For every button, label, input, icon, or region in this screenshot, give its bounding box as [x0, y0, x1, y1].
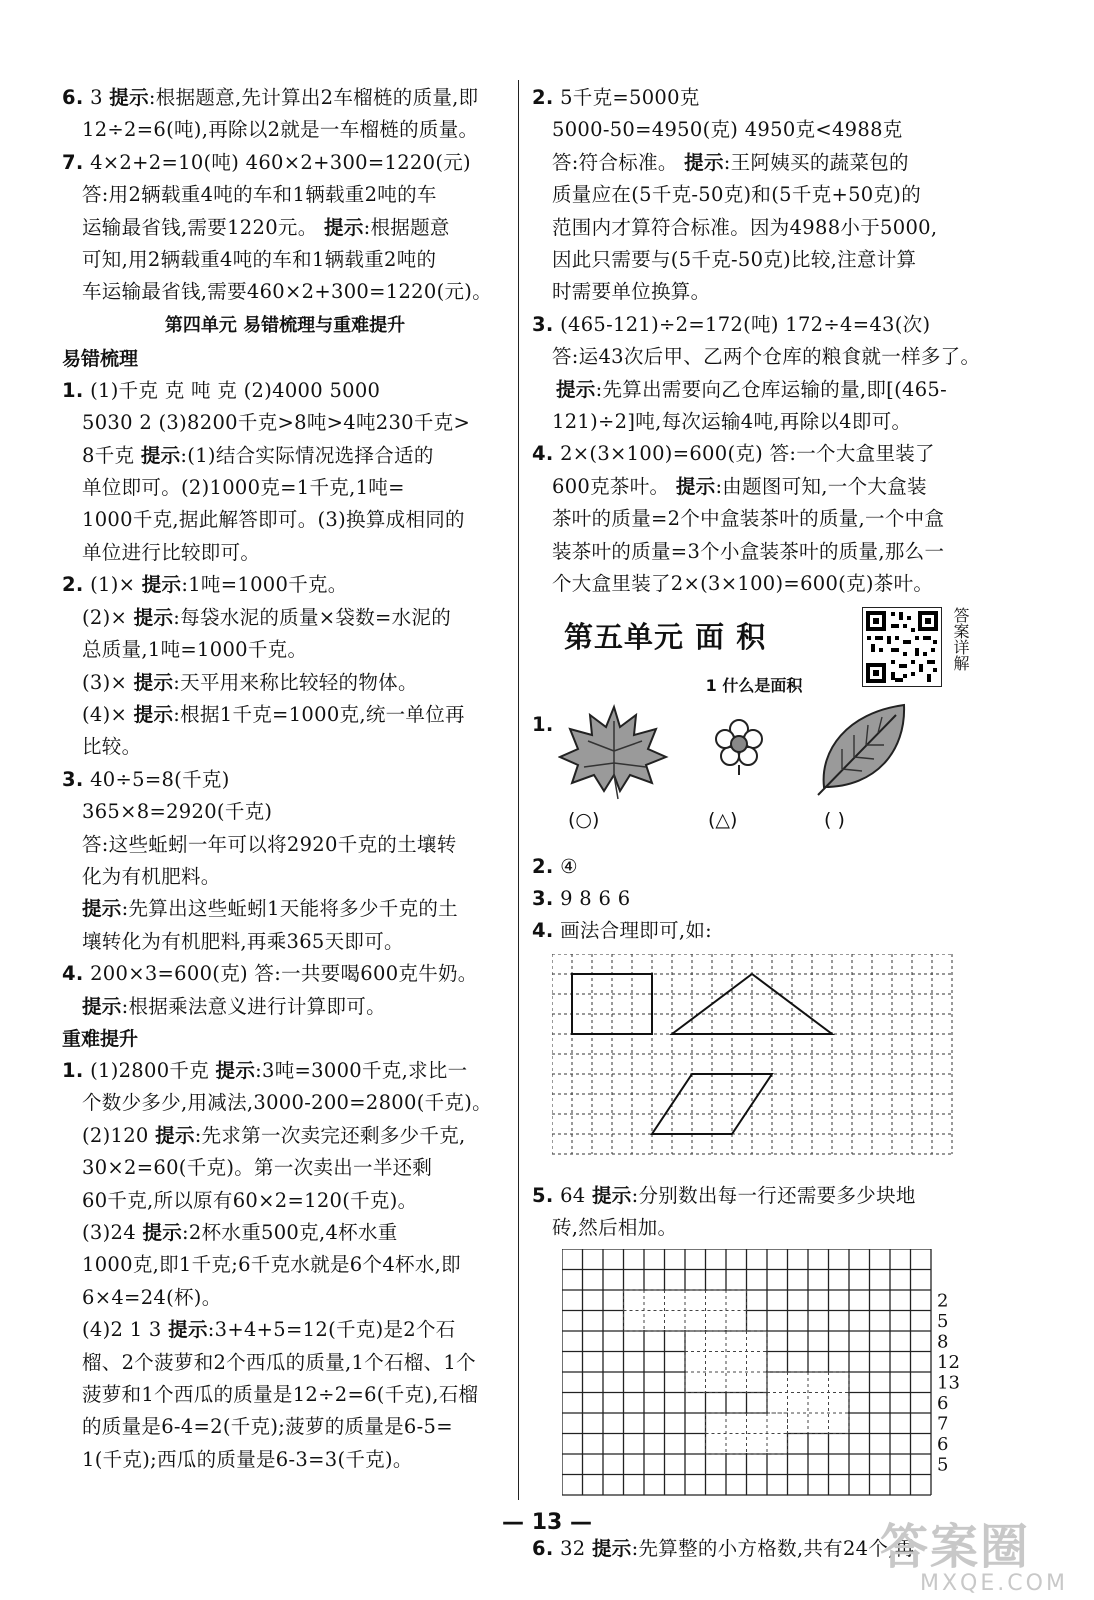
r-q2-line: 答:符合标准。 提示:王阿姨买的蔬菜包的 [552, 150, 909, 174]
a1-pictures [532, 701, 976, 851]
z1-more: 1(千克);西瓜的质量是6-3=3(千克)。 [82, 1447, 413, 1471]
heading-yicuo: 易错梳理 [62, 347, 139, 370]
z1-more: 榴、2个菠萝和2个西瓜的质量,1个石榴、1个 [82, 1350, 476, 1374]
y2-item: (3)× 提示:天平用来称比较轻的物体。 [82, 670, 418, 694]
section-title: 第四单元 易错梳理与重难提升 [164, 314, 406, 336]
z1-more: 30×2=60(千克)。第一次卖出一半还剩 [82, 1156, 433, 1180]
flower-icon [714, 719, 764, 775]
y2-line: 2. (1)× 提示:1吨=1000千克。 [62, 573, 348, 597]
r-q3-tip: 提示:先算出需要向乙仓库运输的量,即[(465- [556, 377, 948, 401]
r-q2-line: 2. 5千克=5000克 [532, 86, 700, 109]
z1-more: 个数少多少,用减法,3000-200=2800(千克)。 [82, 1091, 492, 1115]
z1-more: 1000克,即1千克;6千克水就是6个4杯水,即 [82, 1253, 461, 1277]
q7-tip-line: 车运输最省钱,需要460×2+300=1220(元)。 [82, 280, 493, 304]
a4-line: 4. 画法合理即可,如: [532, 919, 713, 943]
y3-line: 答:这些蚯蚓一年可以将2920千克的土壤转 [82, 832, 457, 856]
q6-line2: 12÷2=6(吨),再除以2就是一车榴梿的质量。 [82, 118, 479, 142]
answer-mark: (○) [568, 808, 600, 831]
r-q2-more: 质量应在(5千克-50克)和(5千克+50克)的 [552, 183, 921, 207]
z1-line: 1. (1)2800千克 提示:3吨=3000千克,求比一 [62, 1058, 468, 1082]
r-q4-more: 茶叶的质量=2个中盒装茶叶的质量,一个中盒 [552, 507, 945, 531]
answer-mark: ( ) [824, 808, 845, 831]
q7-line: 7. 4×2+2=10(吨) 460×2+300=1220(元) [62, 150, 471, 174]
r-q4-line: 4. 2×(3×100)=600(克) 答:一个大盒里装了 [532, 442, 935, 466]
r-q2-line: 5000-50=4950(克) 4950克<4988克 [552, 118, 903, 142]
right-column [532, 82, 981, 1565]
y3-line: 3. 40÷5=8(千克) [62, 767, 230, 791]
y1-tip-line: 1000千克,据此解答即可。(3)换算成相同的 [82, 508, 465, 532]
a5-more: 砖,然后相加。 [552, 1216, 678, 1240]
row-count-label: 7 [937, 1413, 949, 1435]
a1-num: 1. [532, 712, 554, 736]
r-q3-more: 121)÷2]吨,每次运输4吨,再除以4即可。 [552, 410, 912, 434]
y2-item-more: 比较。 [82, 735, 142, 759]
z1-more: 菠萝和1个西瓜的质量是12÷2=6(千克),石榴 [82, 1383, 479, 1407]
z1-more: 的质量是6-4=2(千克);菠萝的质量是6-5= [82, 1415, 453, 1439]
z1-item: (2)120 提示:先求第一次卖完还剩多少千克, [82, 1123, 466, 1147]
answer-mark: (△) [708, 808, 738, 831]
z1-more: 6×4=24(杯)。 [82, 1285, 222, 1309]
unit5-header [532, 607, 976, 671]
r-q3-line: 答:运43次后甲、乙两个仓库的粮食就一样多了。 [552, 345, 981, 369]
qr-caption: 答案详解 [951, 606, 970, 671]
z1-item: (4)2 1 3 提示:3+4+5=12(千克)是2个石 [82, 1318, 456, 1342]
row-count-label: 5 [937, 1310, 949, 1332]
y1-tip-line: 单位即可。(2)1000克=1千克,1吨= [82, 476, 405, 500]
left-column [62, 82, 508, 1476]
r-q2-more: 时需要单位换算。 [552, 280, 711, 304]
row-count-label: 5 [937, 1454, 949, 1476]
a3-line: 3. 9 8 6 6 [532, 886, 631, 910]
y1-line3: 8千克 提示:(1)结合实际情况选择合适的 [82, 443, 434, 467]
q7-line3: 运输最省钱,需要1220元。 提示:根据题意 [82, 215, 450, 239]
row-count-label: 13 [937, 1372, 960, 1394]
y2-item-more: 总质量,1吨=1000千克。 [82, 638, 308, 662]
tile-grid-figure [562, 1249, 982, 1529]
r-q4-line: 600克茶叶。 提示:由题图可知,一个大盒装 [552, 474, 927, 498]
grid-drawing [532, 948, 976, 1180]
subsection-title: 1 什么是面积 [705, 675, 803, 695]
row-count-label: 6 [937, 1433, 949, 1455]
a5-line: 5. 64 提示:分别数出每一行还需要多少块地 [532, 1183, 916, 1207]
q7-tip-line: 可知,用2辆载重4吨的车和1辆载重2吨的 [82, 248, 437, 272]
y2-item: (2)× 提示:每袋水泥的质量×袋数=水泥的 [82, 605, 452, 629]
row-count-label: 12 [937, 1351, 960, 1373]
watermark [880, 1508, 1068, 1596]
tile-grid [532, 1245, 976, 1533]
q6-line: 6. 3 提示:根据题意,先计算出2车榴梿的质量,即 [62, 86, 479, 109]
z1-more: 60千克,所以原有60×2=120(千克)。 [82, 1188, 418, 1212]
watermark-sub: MXQE.COM [920, 1571, 1068, 1596]
column-divider [518, 80, 519, 1500]
q7-answer: 答:用2辆载重4吨的车和1辆载重2吨的车 [82, 183, 437, 207]
dotted-grid-shapes [552, 954, 972, 1172]
y1-line: 1. (1)千克 克 吨 克 (2)4000 5000 [62, 378, 381, 402]
y4-tip: 提示:根据乘法意义进行计算即可。 [82, 994, 386, 1018]
a6-line: 6. 32 提示:先算整的小方格数,共有24个,再 [532, 1536, 915, 1560]
y3-line: 化为有机肥料。 [82, 864, 221, 888]
maple-leaf-icon [558, 701, 676, 801]
y2-item: (4)× 提示:根据1千克=1000克,统一单位再 [82, 702, 465, 726]
r-q2-more: 范围内才算符合标准。因为4988小于5000, [552, 215, 938, 239]
leaf-icon [816, 701, 914, 797]
qr-code-icon[interactable] [862, 607, 942, 687]
y3-line: 365×8=2920(千克) [82, 800, 273, 824]
heading-zhongnan: 重难提升 [62, 1027, 139, 1050]
row-count-label: 8 [937, 1331, 949, 1353]
row-count-label: 2 [937, 1290, 949, 1312]
y1-line2: 5030 2 (3)8200千克>8吨>4吨230千克> [82, 411, 471, 435]
a2-line: 2. ④ [532, 854, 578, 878]
y4-line: 4. 200×3=600(克) 答:一共要喝600克牛奶。 [62, 962, 478, 986]
y3-tip-more: 壤转化为有机肥料,再乘365天即可。 [82, 929, 404, 953]
r-q3-line: 3. (465-121)÷2=172(吨) 172÷4=43(次) [532, 312, 931, 336]
r-q2-more: 因此只需要与(5千克-50克)比较,注意计算 [552, 248, 917, 272]
watermark-main: 答案圈 [880, 1519, 1031, 1575]
r-q4-more: 装茶叶的质量=3个小盒装茶叶的质量,那么一 [552, 539, 945, 563]
y3-tip: 提示:先算出这些蚯蚓1天能将多少千克的土 [82, 897, 458, 921]
r-q4-more: 个大盒里装了2×(3×100)=600(克)茶叶。 [552, 572, 934, 596]
y1-tip-line: 单位进行比较即可。 [82, 540, 261, 564]
page-number: — 13 — [502, 1510, 592, 1535]
unit5-title: 第五单元 面 积 [564, 619, 767, 654]
z1-item: (3)24 提示:2杯水重500克,4杯水重 [82, 1221, 398, 1244]
row-count-label: 6 [937, 1392, 949, 1414]
